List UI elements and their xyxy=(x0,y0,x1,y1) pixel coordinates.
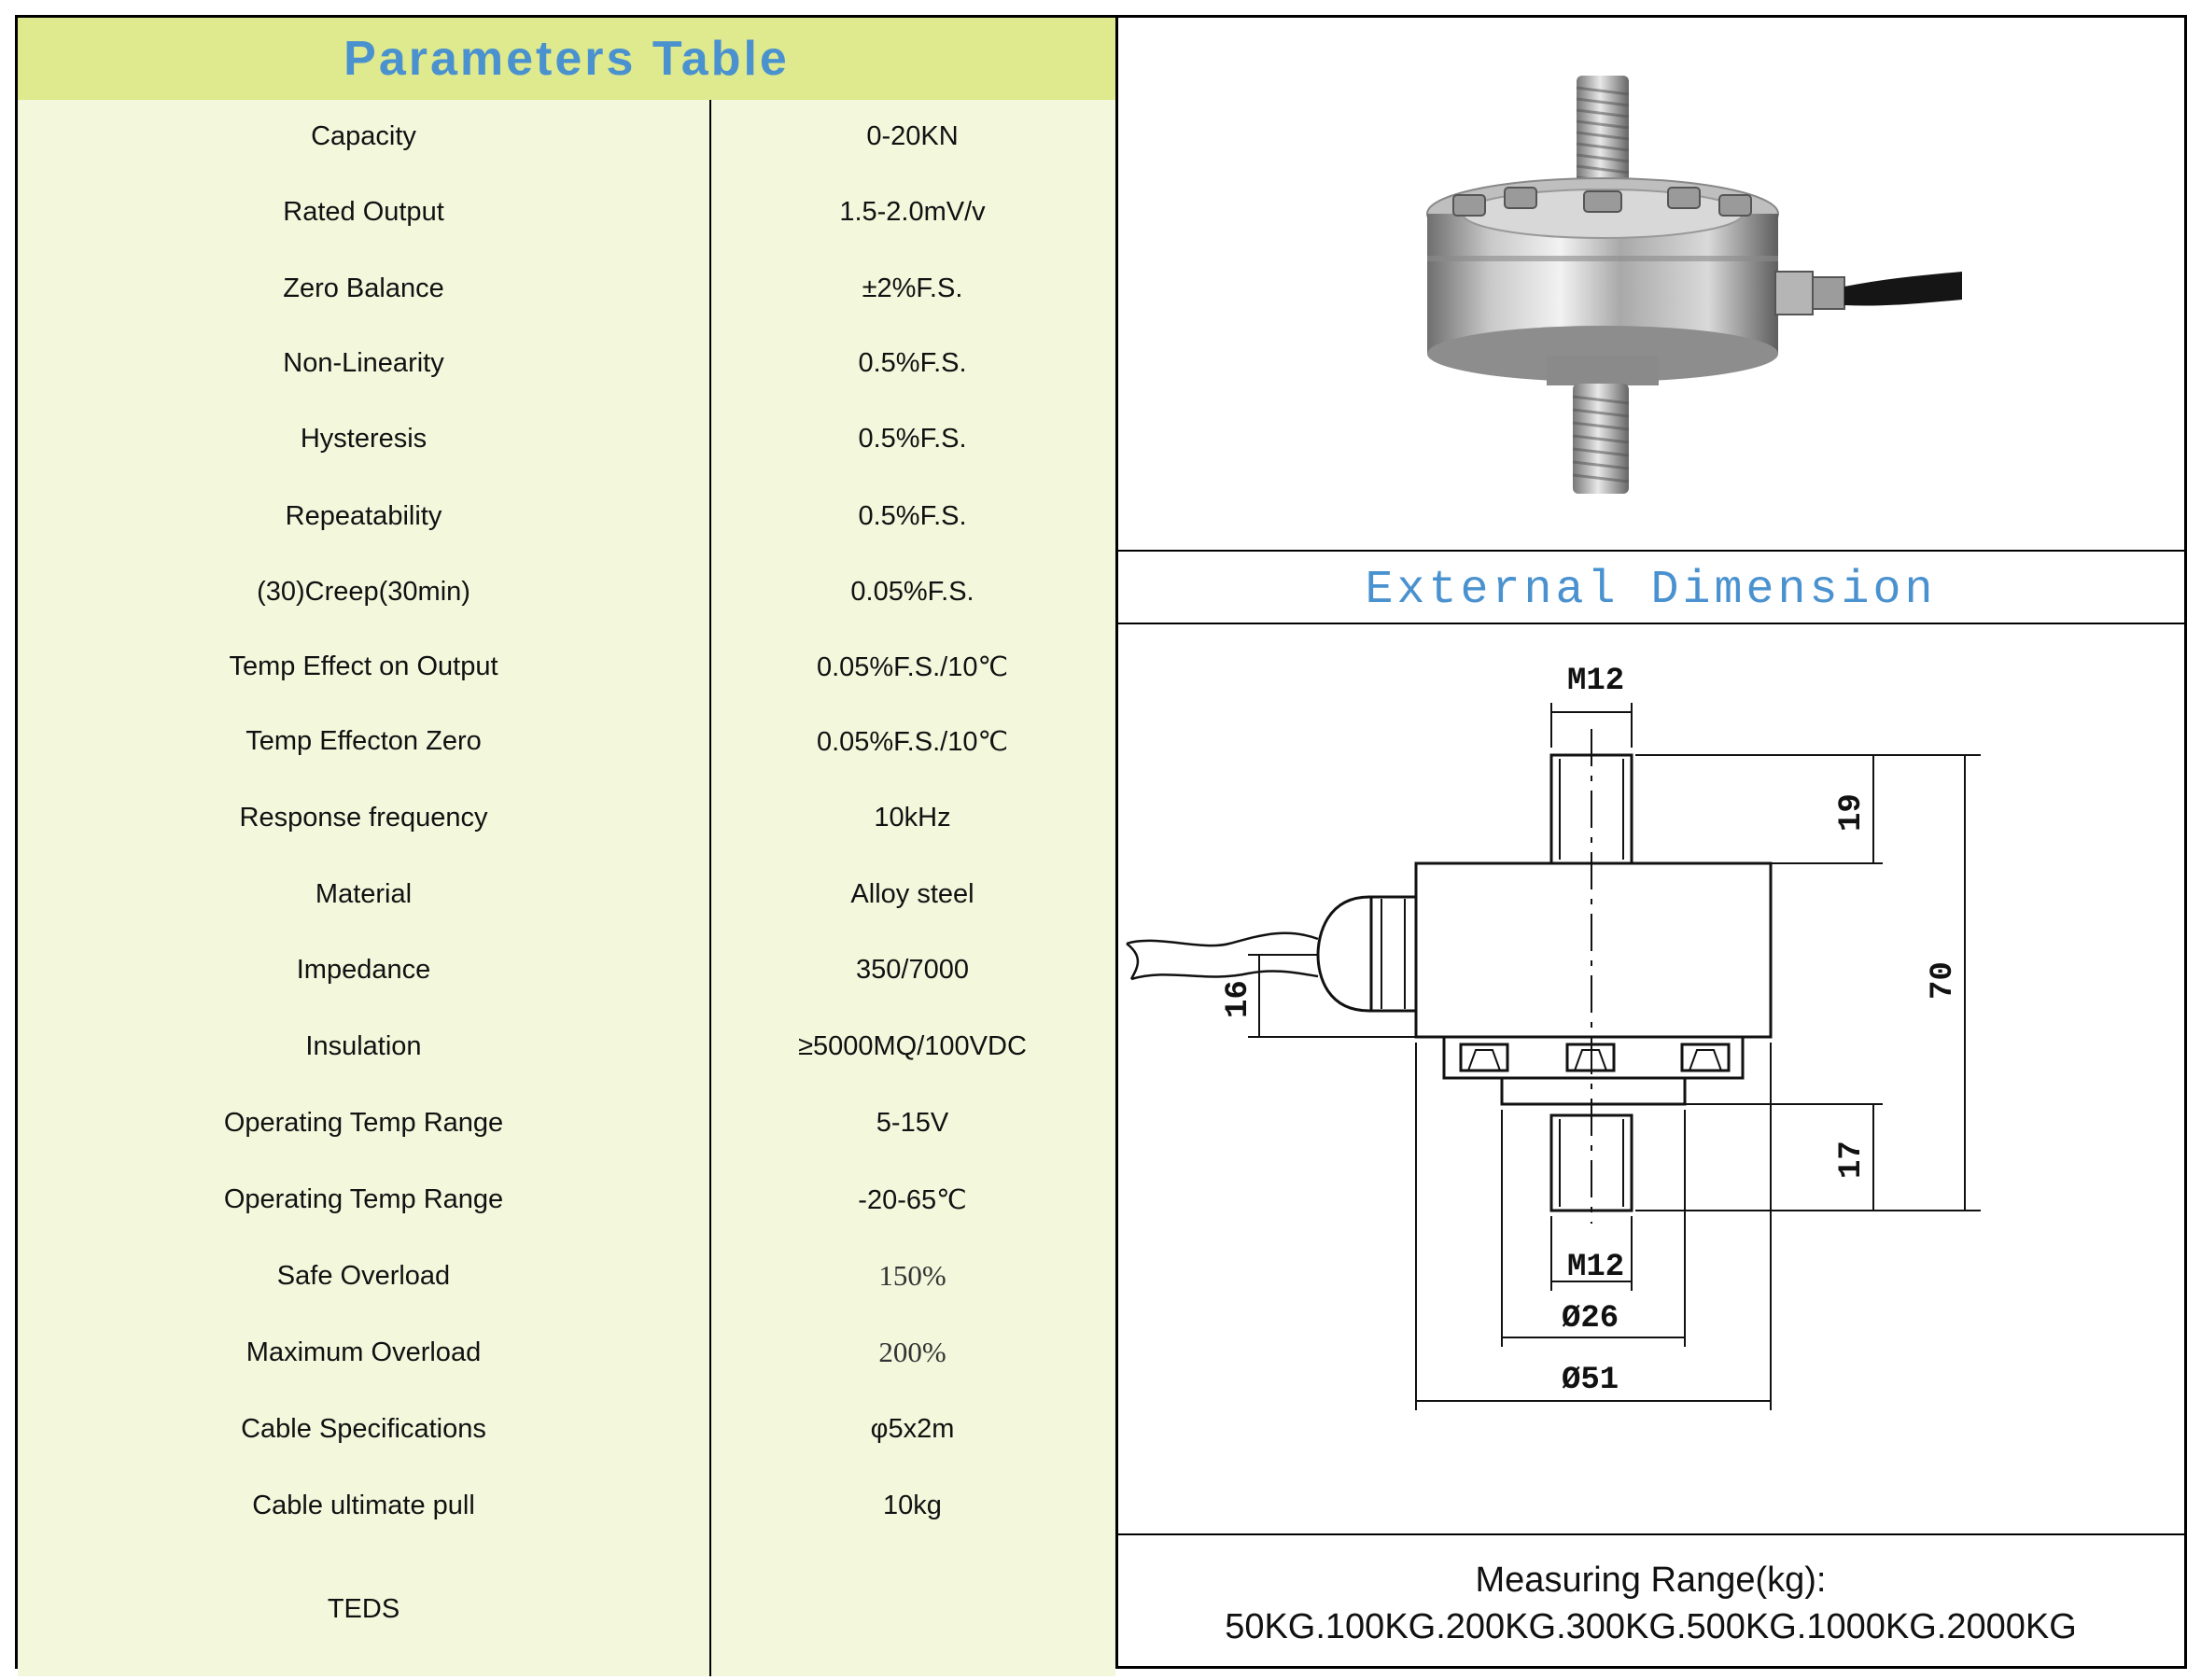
table-row xyxy=(18,777,1115,860)
table-row xyxy=(18,1468,1115,1545)
dim-label-bottom-stud-height: 17 xyxy=(1834,1141,1870,1179)
parameter-name: Temp Effect on Output xyxy=(18,628,711,705)
parameters-table-header xyxy=(18,18,1115,102)
parameter-value: 200% xyxy=(878,1336,946,1368)
parameter-name: Operating Temp Range xyxy=(18,1162,711,1237)
table-row xyxy=(18,400,1115,479)
parameter-name: Capacity xyxy=(18,100,711,173)
right-panel xyxy=(1117,15,2187,1669)
parameter-name: Insulation xyxy=(18,1009,711,1084)
parameter-name: Non-Linearity xyxy=(18,326,711,400)
parameter-name: Hysteresis xyxy=(18,400,711,477)
parameter-name: (30)Creep(30min) xyxy=(18,555,711,628)
parameter-name: Repeatability xyxy=(18,477,711,555)
parameter-name: Cable Specifications xyxy=(18,1390,711,1468)
parameter-name: Safe Overload xyxy=(18,1237,711,1315)
parameter-name: Operating Temp Range xyxy=(18,1084,711,1162)
parameter-value xyxy=(709,1543,1115,1676)
external-dimension-header xyxy=(1117,554,2184,625)
parameter-name: Rated Output xyxy=(18,173,711,251)
parameter-value: 0.5%F.S. xyxy=(858,423,967,454)
drawing-body xyxy=(1416,863,1771,1037)
table-row xyxy=(18,628,1115,707)
measuring-range-label: Measuring Range(kg): xyxy=(1475,1560,1827,1600)
parameter-value: 0.5%F.S. xyxy=(858,500,967,531)
table-row xyxy=(18,1543,1115,1676)
parameter-value: -20-65℃ xyxy=(858,1184,967,1215)
parameters-table xyxy=(15,15,1118,1669)
dimension-drawing xyxy=(1117,626,2184,1533)
table-row xyxy=(18,858,1115,932)
dim-label-top-stud-height: 19 xyxy=(1834,793,1870,832)
measuring-range-values: 50KG.100KG.200KG.300KG.500KG.1000KG.2000KG xyxy=(1225,1606,2077,1646)
parameter-value: 0.05%F.S./10℃ xyxy=(816,651,1009,682)
parameter-name: Impedance xyxy=(18,931,711,1009)
table-row xyxy=(18,477,1115,557)
divider-range xyxy=(1117,1533,2184,1535)
parameter-value: 10kHz xyxy=(874,802,951,833)
parameter-name: Temp Effecton Zero xyxy=(18,705,711,777)
parameter-value: 1.5-2.0mV/v xyxy=(839,196,986,227)
parameter-name: Cable ultimate pull xyxy=(18,1468,711,1543)
parameters-table-title: Parameters Table xyxy=(343,32,790,86)
parameter-value: 5-15V xyxy=(876,1107,949,1138)
parameter-name: Maximum Overload xyxy=(18,1315,711,1390)
parameter-value: 10kg xyxy=(883,1490,942,1520)
parameter-value: 350/7000 xyxy=(856,954,969,985)
parameter-value: φ5x2m xyxy=(870,1413,955,1444)
external-dimension-title: External Dimension xyxy=(1365,563,1937,617)
dim-label-hub-diameter: Ø26 xyxy=(1562,1301,1619,1337)
table-row xyxy=(18,931,1115,1011)
parameter-value: 0.5%F.S. xyxy=(858,347,967,378)
parameter-value: 0.05%F.S./10℃ xyxy=(816,726,1009,757)
table-row xyxy=(18,251,1115,328)
parameter-value: 0.05%F.S. xyxy=(850,576,974,607)
table-row xyxy=(18,173,1115,253)
table-row xyxy=(18,705,1115,779)
parameter-name: Zero Balance xyxy=(18,251,711,326)
parameter-value: Alloy steel xyxy=(850,878,974,909)
dim-label-total-height: 70 xyxy=(1926,961,1961,1000)
cable-gland xyxy=(1775,272,1962,315)
table-row xyxy=(18,326,1115,402)
parameter-value: 0-20KN xyxy=(866,120,959,151)
dim-label-thread-bottom: M12 xyxy=(1567,1250,1625,1285)
dim-label-thread-top: M12 xyxy=(1567,664,1625,699)
table-row xyxy=(18,1162,1115,1239)
parameter-value: 150% xyxy=(878,1259,946,1292)
table-row xyxy=(18,1084,1115,1164)
parameter-name: Material xyxy=(18,858,711,931)
parameter-value: ±2%F.S. xyxy=(862,273,963,303)
dim-label-body-diameter: Ø51 xyxy=(1562,1363,1619,1398)
bottom-threaded-stud xyxy=(1547,356,1659,494)
divider-dimension xyxy=(1117,623,2184,624)
measuring-range-box xyxy=(1117,1537,2184,1669)
table-row xyxy=(18,1315,1115,1392)
table-row xyxy=(18,1237,1115,1317)
table-row xyxy=(18,100,1115,175)
parameter-value: ≥5000MQ/100VDC xyxy=(798,1030,1027,1061)
divider-photo xyxy=(1117,550,2184,552)
dim-label-cable-offset: 16 xyxy=(1221,980,1256,1018)
table-row xyxy=(18,555,1115,630)
table-row xyxy=(18,1390,1115,1470)
parameter-name: Response frequency xyxy=(18,777,711,858)
load-cell-photo xyxy=(1397,55,1976,522)
parameter-name: TEDS xyxy=(18,1543,711,1676)
table-row xyxy=(18,1009,1115,1085)
